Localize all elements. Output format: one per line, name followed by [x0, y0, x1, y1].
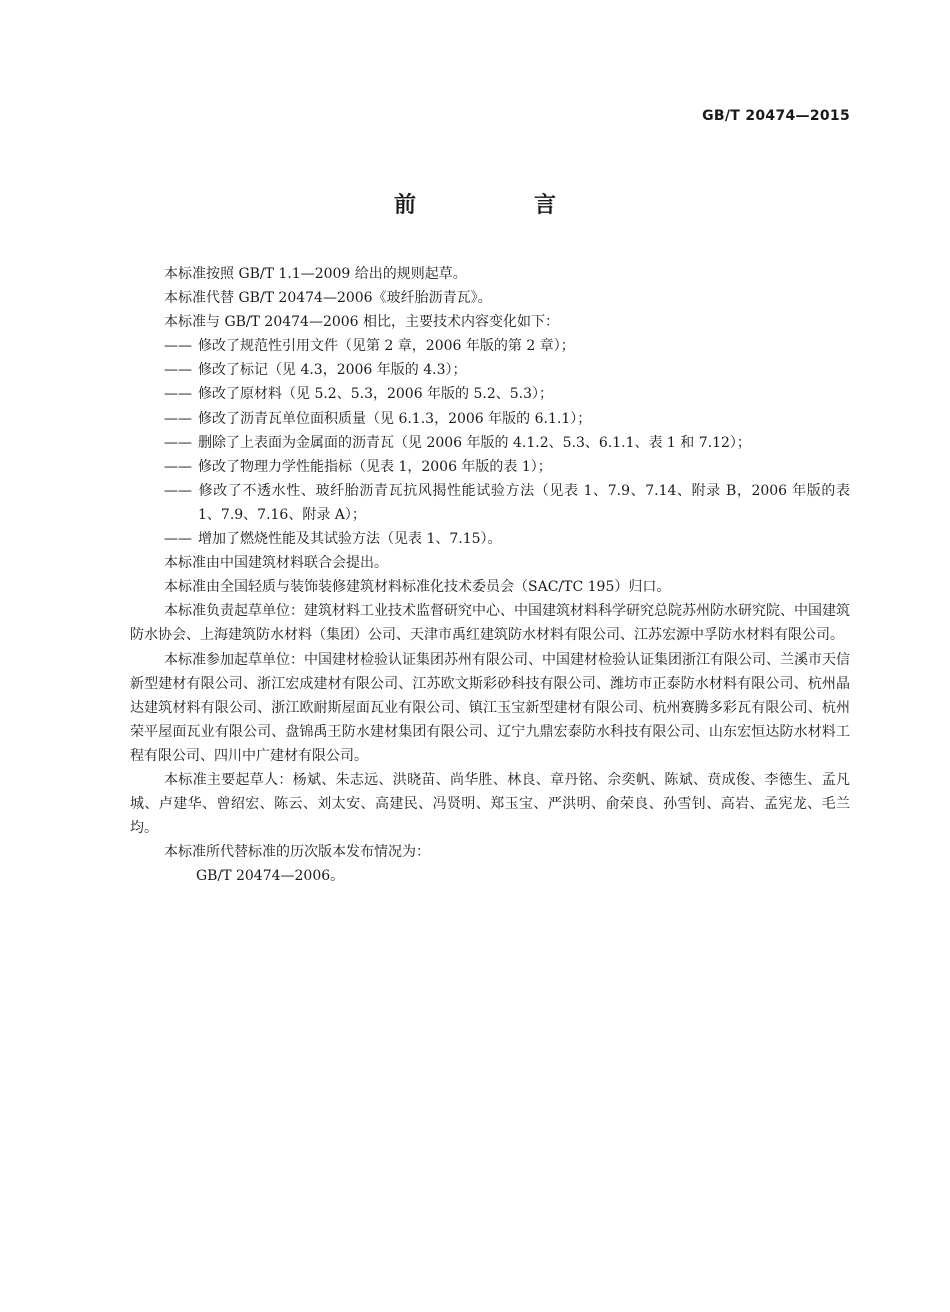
paragraph-proposer: 本标准由中国建筑材料联合会提出。 — [164, 555, 388, 572]
paragraph-changes-intro: 本标准与 GB/T 20474—2006 相比，主要技术内容变化如下： — [164, 314, 560, 331]
document-body — [130, 262, 850, 888]
change-item-text: 删除了上表面为金属面的沥青瓦（见 2006 年版的 4.1.2、5.3、6.1.1、表 1 和 7.12）； — [198, 434, 751, 451]
standard-number: GB/T 20474—2015 — [702, 108, 850, 124]
dash-marker: —— — [164, 434, 192, 451]
change-item — [130, 334, 850, 358]
change-item-text: 修改了沥青瓦单位面积质量（见 6.1.3，2006 年版的 6.1.1）； — [198, 410, 592, 427]
change-item-text: 修改了不透水性、玻纤胎沥青瓦抗风揭性能试验方法（见表 1、7.9、7.14、附录 B，2006 年版的表 1、7.9、7.16、附录 A）； — [198, 482, 850, 523]
paragraph-drafting-rules: 本标准按照 GB/T 1.1—2009 给出的规则起草。 — [164, 266, 467, 282]
change-item — [130, 382, 850, 406]
paragraph-main-drafters: 本标准主要起草人：杨斌、朱志远、洪晓苗、尚华胜、林良、章丹铭、佘奕帆、陈斌、贲成俊、李德生、孟凡城、卢建华、曾绍宏、陈云、刘太安、高建民、冯贤明、郑玉宝、严洪明、俞荣良、孙雪钊、高岩、孟宪龙、毛兰均。 — [130, 771, 850, 837]
paragraph-replaces: 本标准代替 GB/T 20474—2006《玻纤胎沥青瓦》。 — [164, 290, 492, 307]
paragraph-history-intro: 本标准所代替标准的历次版本发布情况为： — [164, 844, 430, 861]
change-item-text: 修改了标记（见 4.3，2006 年版的 4.3）； — [198, 362, 467, 379]
dash-marker: —— — [164, 410, 192, 427]
change-item — [130, 527, 850, 551]
change-item — [130, 479, 850, 527]
change-item-text: 增加了燃烧性能及其试验方法（见表 1、7.15）。 — [198, 531, 502, 548]
change-item-text: 修改了原材料（见 5.2、5.3，2006 年版的 5.2、5.3）； — [198, 386, 554, 403]
dash-marker: —— — [164, 362, 192, 379]
paragraph-participating-drafters: 本标准参加起草单位：中国建材检验认证集团苏州有限公司、中国建材检验认证集团浙江有限公司、兰溪市天信新型建材有限公司、浙江宏成建材有限公司、江苏欧文斯彩砂科技有限公司、潍坊市正泰防水材料有限公司、杭州晶达建筑材料有限公司、浙江欧耐斯屋面瓦业有限公司、镇江玉宝新型建材有限公司、杭州赛腾多彩瓦有限公司、杭州荣平屋面瓦业有限公司、盘锦禹王防水建材集团有限公司、辽宁九鼎宏泰防水科技有限公司、山东宏恒达防水材料工程有限公司、四川中广建材有限公司。 — [130, 651, 850, 764]
paragraph-committee: 本标准由全国轻质与装饰装修建筑材料标准化技术委员会（SAC/TC 195）归口。 — [164, 579, 671, 596]
dash-marker: —— — [164, 458, 192, 475]
paragraph-lead-drafters: 本标准负责起草单位：建筑材料工业技术监督研究中心、中国建筑材料科学研究总院苏州防水研究院、中国建筑防水协会、上海建筑防水材料（集团）公司、天津市禹红建筑防水材料有限公司、江苏宏源中孚防水材料有限公司。 — [130, 603, 850, 644]
change-item-text: 修改了物理力学性能指标（见表 1，2006 年版的表 1）； — [198, 458, 552, 475]
dash-marker: —— — [164, 386, 192, 403]
page-title: 前 言 — [393, 193, 604, 218]
change-item — [130, 431, 850, 455]
change-item-text: 修改了规范性引用文件（见第 2 章，2006 年版的第 2 章）； — [198, 338, 575, 355]
dash-marker: —— — [164, 482, 192, 499]
dash-marker: —— — [164, 531, 192, 548]
change-item — [130, 407, 850, 431]
dash-marker: —— — [164, 338, 192, 355]
change-item — [130, 455, 850, 479]
change-item — [130, 358, 850, 382]
history-entry: GB/T 20474—2006。 — [196, 868, 345, 885]
